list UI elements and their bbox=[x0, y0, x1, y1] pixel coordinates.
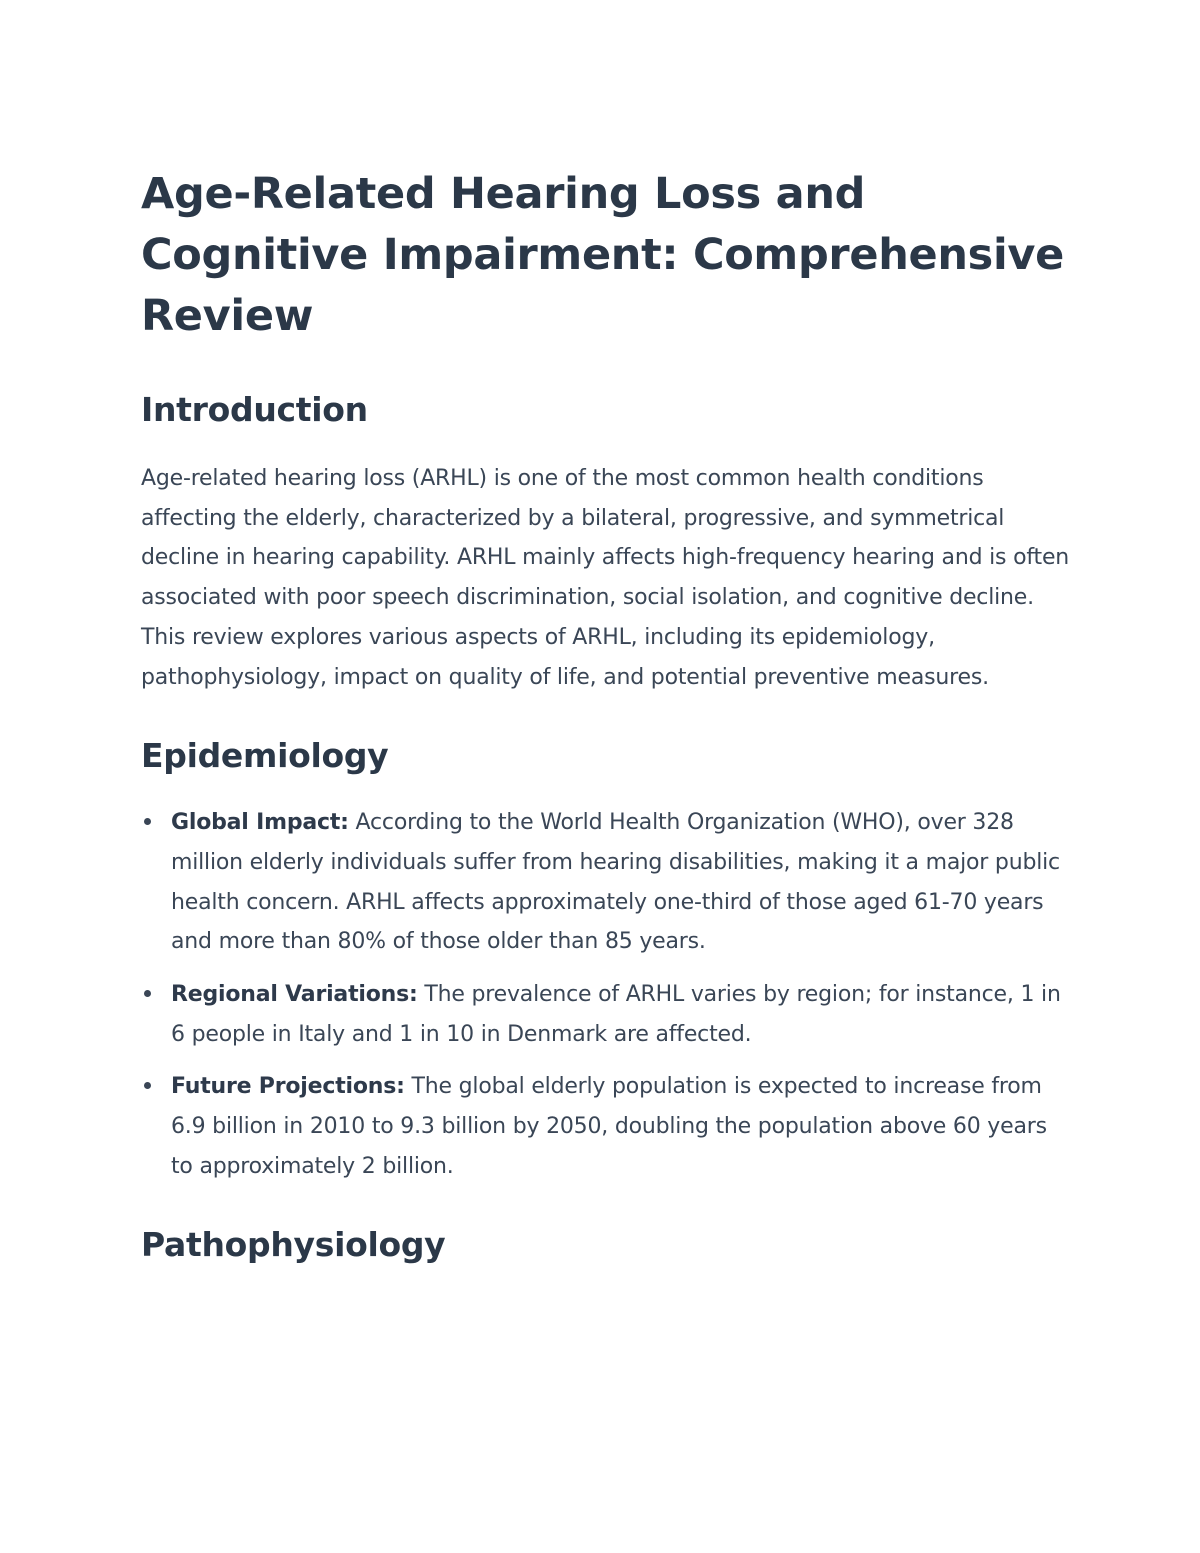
bullet-icon bbox=[144, 990, 151, 997]
list-item-future-projections bbox=[141, 1067, 1071, 1186]
epidemiology-heading: Epidemiology bbox=[141, 736, 389, 776]
introduction-heading: Introduction bbox=[141, 390, 368, 429]
pathophysiology-heading: Pathophysiology bbox=[141, 1224, 446, 1264]
list-item-text: According to the World Health Organization (WHO), over 328 million elderly individuals suffer from hearing disabilities, making it a major public health concern. ARHL affects approximately one-third of those aged 61-70 years and more than 80% of those older than 85 years. bbox=[171, 810, 1060, 955]
document-title: Age-Related Hearing Loss and Cognitive Impairment: Comprehensive Review bbox=[141, 169, 1065, 341]
document-page bbox=[141, 164, 1071, 1267]
epidemiology-list bbox=[141, 803, 1071, 1186]
list-item-text: The global elderly population is expected to increase from 6.9 billion in 2010 to 9.3 billion by 2050, doubling the population above 60 years to approximately 2 billion. bbox=[171, 1074, 1047, 1179]
list-item-term: Global Impact: bbox=[171, 810, 349, 836]
bullet-icon bbox=[144, 818, 151, 825]
list-item-term: Regional Variations: bbox=[171, 982, 418, 1008]
list-item-text: The prevalence of ARHL varies by region; for instance, 1 in 6 people in Italy and 1 in 10 in Denmark are affected. bbox=[171, 982, 1061, 1047]
list-item-global-impact bbox=[141, 803, 1071, 962]
introduction-paragraph: Age-related hearing loss (ARHL) is one of the most common health conditions affecting the elderly, characterized by a bilateral, progressive, and symmetrical decline in hearing capability. ARHL mainly affects high-frequency hearing and is often associated with poor speech discrimination, social isolation, and cognitive decline. This review explores various aspects of ARHL, including its epidemiology, pathophysiology, impact on quality of life, and potential preventive measures. bbox=[141, 466, 1070, 690]
list-item-regional-variations bbox=[141, 975, 1071, 1054]
bullet-icon bbox=[144, 1082, 151, 1089]
list-item-term: Future Projections: bbox=[171, 1074, 405, 1100]
